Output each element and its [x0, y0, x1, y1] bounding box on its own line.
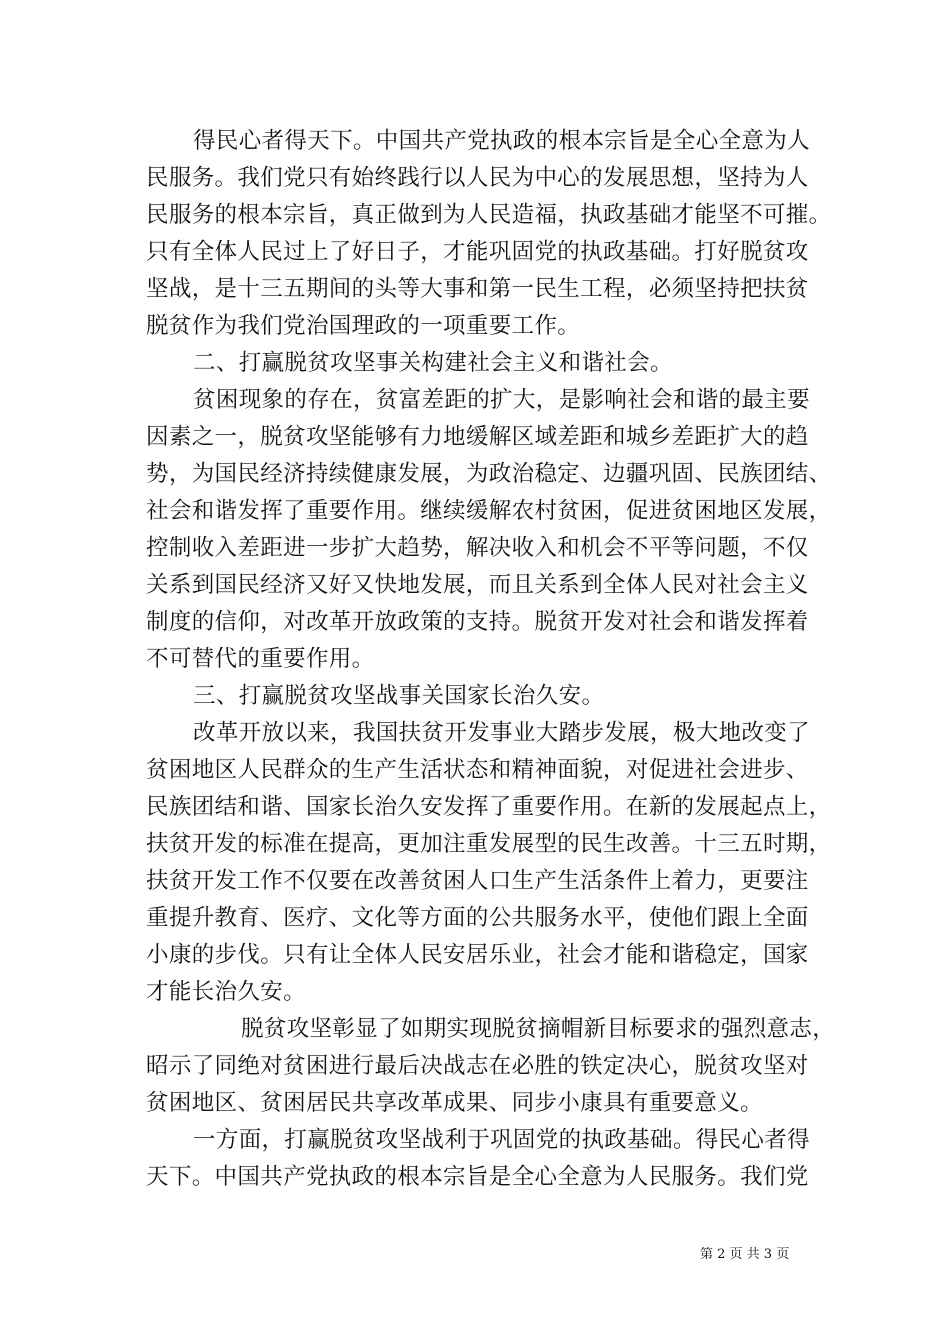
text-line: 一方面，打赢脱贫攻坚战利于巩固党的执政基础。得民心者得 — [193, 1127, 810, 1153]
text-line: 贫困现象的存在，贫富差距的扩大，是影响社会和谐的最主要 — [193, 387, 810, 413]
text-line: 贫困地区、贫困居民共享改革成果、同步小康具有重要意义。 — [146, 1090, 763, 1116]
section-heading: 三、打赢脱贫攻坚战事关国家长治久安。 — [193, 683, 605, 709]
text-line: 脱贫作为我们党治国理政的一项重要工作。 — [146, 313, 581, 339]
text-line: 制度的信仰，对改革开放政策的支持。脱贫开发对社会和谐发挥着 — [146, 609, 809, 635]
text-line: 民服务。我们党只有始终践行以人民为中心的发展思想，坚持为人 — [146, 165, 809, 191]
text-line: 民族团结和谐、国家长治久安发挥了重要作用。在新的发展起点上， — [146, 794, 832, 820]
text-line: 只有全体人民过上了好日子，才能巩固党的执政基础。打好脱贫攻 — [146, 239, 809, 265]
text-line: 昭示了同绝对贫困进行最后决战志在必胜的铁定决心，脱贫攻坚对 — [146, 1053, 809, 1079]
text-line: 天下。中国共产党执政的根本宗旨是全心全意为人民服务。我们党 — [146, 1164, 809, 1190]
text-line: 重提升教育、医疗、文化等方面的公共服务水平，使他们跟上全面 — [146, 905, 809, 931]
text-line: 社会和谐发挥了重要作用。继续缓解农村贫困，促进贫困地区发展， — [146, 498, 832, 524]
text-line: 不可替代的重要作用。 — [146, 646, 375, 672]
text-line: 扶贫开发工作不仅要在改善贫困人口生产生活条件上着力，更要注 — [146, 868, 809, 894]
text-line: 改革开放以来，我国扶贫开发事业大踏步发展，极大地改变了 — [193, 720, 810, 746]
text-line: 扶贫开发的标准在提高，更加注重发展型的民生改善。十三五时期， — [146, 831, 832, 857]
text-line: 贫困地区人民群众的生产生活状态和精神面貌，对促进社会进步、 — [146, 757, 809, 783]
text-line: 势，为国民经济持续健康发展，为政治稳定、边疆巩固、民族团结、 — [146, 461, 832, 487]
text-line: 民服务的根本宗旨，真正做到为人民造福，执政基础才能坚不可摧。 — [146, 202, 832, 228]
text-line: 因素之一，脱贫攻坚能够有力地缓解区域差距和城乡差距扩大的趋 — [146, 424, 809, 450]
text-line: 控制收入差距进一步扩大趋势，解决收入和机会不平等问题，不仅 — [146, 535, 809, 561]
text-line: 才能长治久安。 — [146, 979, 306, 1005]
section-heading: 二、打赢脱贫攻坚事关构建社会主义和谐社会。 — [193, 350, 673, 376]
text-line: 关系到国民经济又好又快地发展，而且关系到全体人民对社会主义 — [146, 572, 809, 598]
page-number: 第 2 页 共 3 页 — [700, 1247, 790, 1262]
text-line: 坚战，是十三五期间的头等大事和第一民生工程，必须坚持把扶贫 — [146, 276, 809, 302]
text-line: 得民心者得天下。中国共产党执政的根本宗旨是全心全意为人 — [193, 128, 810, 154]
text-line: 小康的步伐。只有让全体人民安居乐业，社会才能和谐稳定，国家 — [146, 942, 809, 968]
text-line: 脱贫攻坚彰显了如期实现脱贫摘帽新目标要求的强烈意志， — [241, 1016, 836, 1042]
